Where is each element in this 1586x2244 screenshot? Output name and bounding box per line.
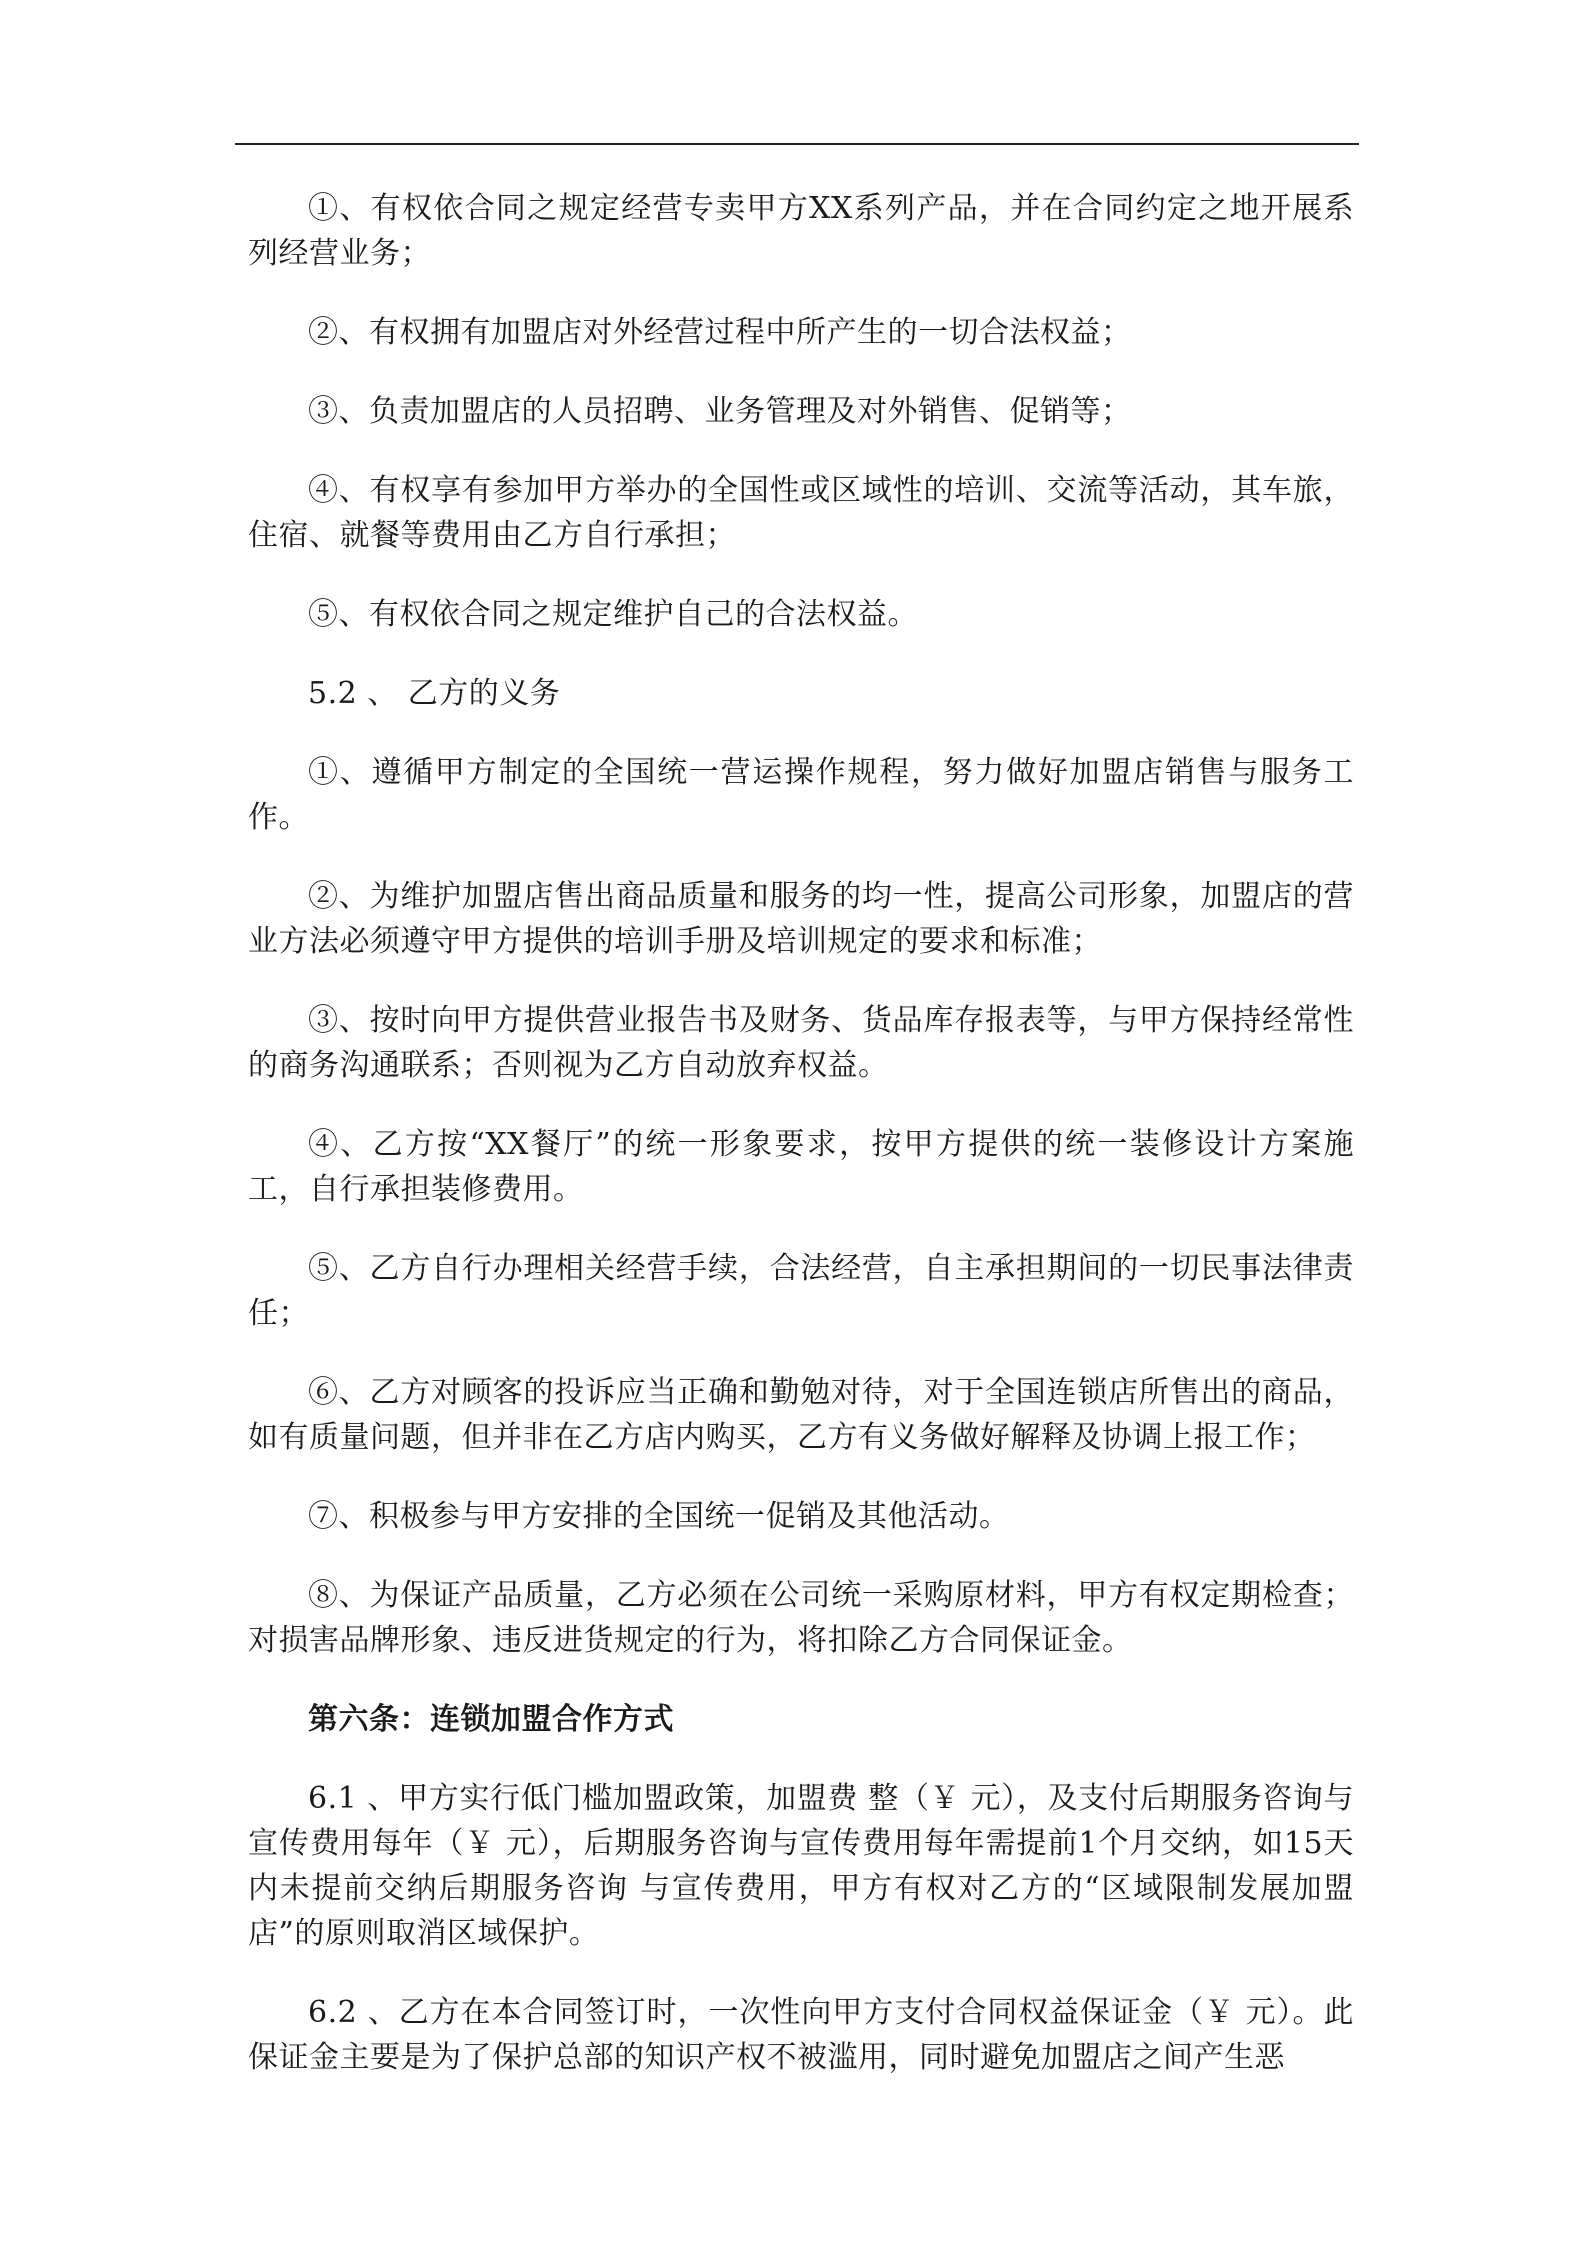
obligation-3: ③、按时向甲方提供营业报告书及财务、货品库存报表等，与甲方保持经常性的商务沟通联系；否则视为乙方自动放弃权益。 xyxy=(248,1003,1354,1083)
obligation-7: ⑦、积极参与甲方安排的全国统一促销及其他活动。 xyxy=(308,1499,1010,1534)
clause-right-2: ②、有权拥有加盟店对外经营过程中所产生的一切合法权益； xyxy=(308,315,1132,350)
clause-6-2: 6.2 、乙方在本合同签订时，一次性向甲方支付合同权益保证金（￥ 元）。此保证金主要是为了保护总部的知识产权不被滥用，同时避免加盟店之间产生恶 xyxy=(248,1995,1354,2075)
obligation-5: ⑤、乙方自行办理相关经营手续，合法经营，自主承担期间的一切民事法律责任； xyxy=(248,1251,1354,1331)
document-body xyxy=(248,186,1354,2114)
obligation-1: ①、遵循甲方制定的全国统一营运操作规程，努力做好加盟店销售与服务工作。 xyxy=(248,755,1354,835)
obligation-6: ⑥、乙方对顾客的投诉应当正确和勤勉对待，对于全国连锁店所售出的商品，如有质量问题，但并非在乙方店内购买，乙方有义务做好解释及协调上报工作； xyxy=(248,1375,1354,1455)
obligation-8: ⑧、为保证产品质量，乙方必须在公司统一采购原材料，甲方有权定期检查；对损害品牌形象、违反进货规定的行为，将扣除乙方合同保证金。 xyxy=(248,1578,1354,1658)
header-rule xyxy=(235,143,1359,145)
obligation-4: ④、乙方按“XX餐厅”的统一形象要求，按甲方提供的统一装修设计方案施工，自行承担装修费用。 xyxy=(248,1127,1354,1207)
clause-6-1: 6.1 、甲方实行低门槛加盟政策，加盟费 整（￥ 元），及支付后期服务咨询与宣传费用每年（￥ 元），后期服务咨询与宣传费用每年需提前1个月交纳，如15天内未提前交纳后期服务咨询 与宣传费用，甲方有权对乙方的“区域限制发展加盟店”的原则取消区域保护。 xyxy=(248,1781,1354,1951)
clause-right-1: ①、有权依合同之规定经营专卖甲方XX系列产品，并在合同约定之地开展系列经营业务； xyxy=(248,191,1354,271)
clause-right-5: ⑤、有权依合同之规定维护自己的合法权益。 xyxy=(308,597,918,632)
section-5-2-title: 5.2 、 乙方的义务 xyxy=(308,676,561,711)
article-6-heading: 第六条：连锁加盟合作方式 xyxy=(308,1702,674,1737)
clause-right-4: ④、有权享有参加甲方举办的全国性或区域性的培训、交流等活动，其车旅，住宿、就餐等费用由乙方自行承担； xyxy=(248,473,1354,553)
clause-right-3: ③、负责加盟店的人员招聘、业务管理及对外销售、促销等； xyxy=(308,394,1132,429)
obligation-2: ②、为维护加盟店售出商品质量和服务的均一性，提高公司形象，加盟店的营业方法必须遵守甲方提供的培训手册及培训规定的要求和标准； xyxy=(248,879,1354,959)
